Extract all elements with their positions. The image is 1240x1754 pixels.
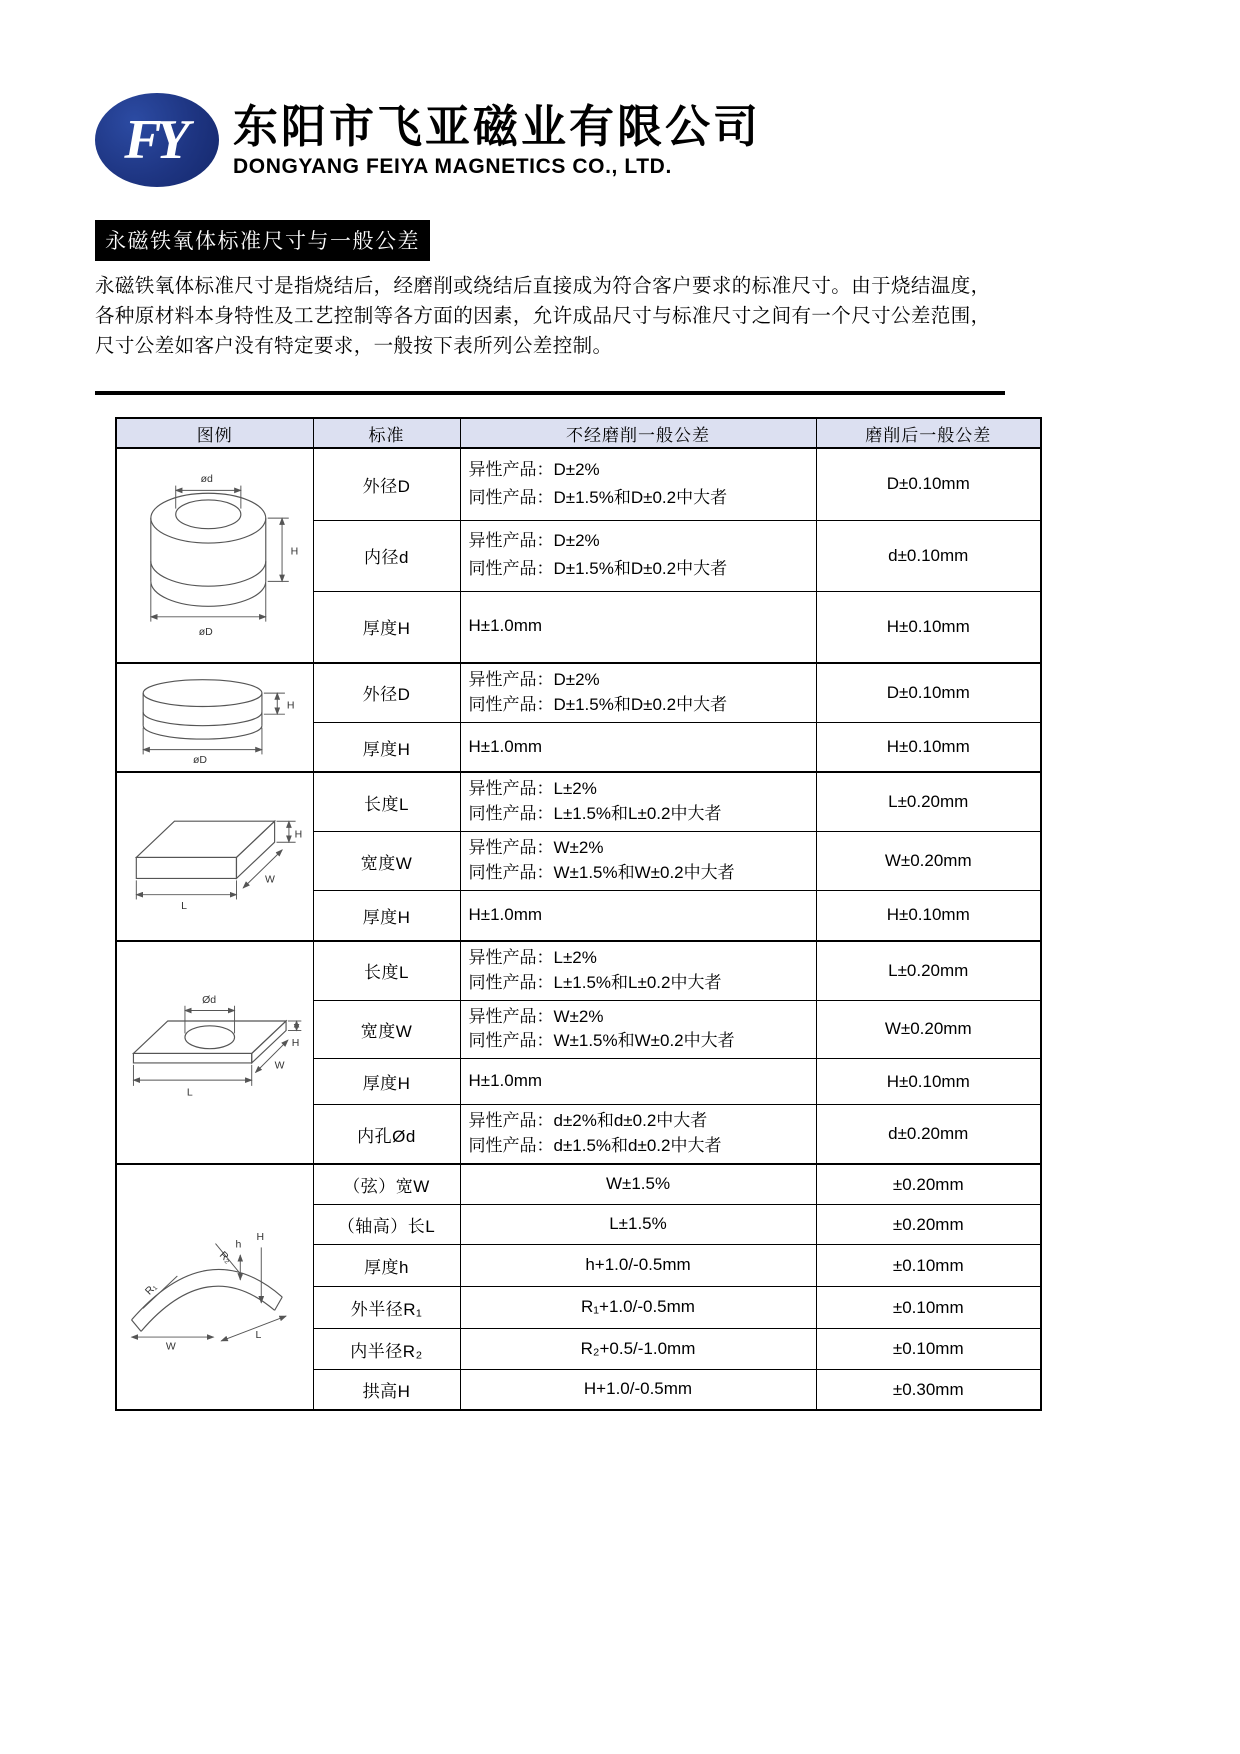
intro-line: 尺寸公差如客户没有特定要求，一般按下表所列公差控制。 [95,335,613,357]
ground-tolerance-cell: D±0.10mm [816,663,1041,722]
table-row [116,663,1041,722]
dim-label-length: L [186,1087,193,1099]
dim-label-width: W [274,1061,285,1073]
tolerance-line: 同性产品：L±1.5%和L±0.2中大者 [468,972,722,992]
unground-tolerance-cell [460,891,816,941]
standard-cell: 宽度W [313,1000,460,1059]
unground-tolerance-cell [460,1000,816,1059]
ground-tolerance-cell: ±0.20mm [816,1205,1041,1245]
table-row [116,448,1041,520]
arc-segment-magnet-diagram [116,1164,313,1410]
tolerance-line: 同性产品：D±1.5%和D±0.2中大者 [468,559,728,578]
ground-tolerance-cell: ±0.10mm [816,1329,1041,1370]
standard-cell: 外半径R₁ [313,1287,460,1329]
ground-tolerance-cell: d±0.10mm [816,520,1041,591]
company-name-en: DONGYANG FEIYA MAGNETICS CO., LTD. [233,155,672,179]
unground-tolerance-cell [460,520,816,591]
dim-label-height: H [290,545,299,558]
arc-segment-drawing [122,1221,308,1353]
tolerance-line: 同性产品：D±1.5%和D±0.2中大者 [468,487,728,507]
tolerance-line: 异性产品：d±2%和d±0.2中大者 [468,1111,708,1131]
column-header-diagram: 图例 [116,418,313,448]
section-title-badge: 永磁铁氧体标准尺寸与一般公差 [95,220,430,261]
standard-cell: 长度L [313,941,460,1000]
standard-cell: 厚度H [313,591,460,663]
block-magnet-drawing [122,801,308,913]
ground-tolerance-cell: L±0.20mm [816,772,1041,831]
tolerance-line: 异性产品：W±2% [468,838,604,858]
unground-tolerance-cell [460,1105,816,1164]
standard-cell: 厚度H [313,722,460,772]
ground-tolerance-cell: ±0.30mm [816,1370,1041,1410]
tolerance-line: 同性产品：W±1.5%和W±0.2中大者 [468,863,735,883]
column-header-ground-tolerance: 磨削后一般公差 [816,418,1041,448]
standard-cell: 厚度H [313,1059,460,1105]
unground-tolerance-cell [460,591,816,663]
standard-cell: 拱高H [313,1370,460,1410]
standard-cell: 宽度W [313,832,460,891]
tolerance-line: R₁+1.0/-0.5mm [581,1297,695,1317]
standard-cell: 厚度H [313,891,460,941]
tolerance-line: 异性产品：W±2% [468,1006,604,1026]
tolerance-line: H±1.0mm [468,616,543,636]
ground-tolerance-cell: ±0.20mm [816,1164,1041,1204]
tolerance-line: 异性产品：L±2% [468,779,597,799]
ground-tolerance-cell: ±0.10mm [816,1245,1041,1287]
unground-tolerance-cell [460,1245,816,1287]
column-header-unground-tolerance: 不经磨削一般公差 [460,418,816,448]
disc-magnet-drawing [124,670,306,766]
company-header [95,88,1145,192]
company-name-cn: 东阳市飞亚磁业有限公司 [233,100,762,152]
disc-magnet-diagram [116,663,313,772]
dim-label-chord-width: W [165,1341,176,1353]
dim-label-width: W [264,873,275,885]
tolerance-line: H±1.0mm [468,904,543,924]
table-row [116,772,1041,831]
tolerance-line: 同性产品：D±1.5%和D±0.2中大者 [468,694,728,714]
logo-monogram: FY [124,109,184,171]
intro-paragraph [95,271,1007,361]
tolerance-line: 异性产品：L±2% [468,947,597,967]
tolerance-line: R₂+0.5/-1.0mm [580,1338,696,1358]
ground-tolerance-cell: ±0.10mm [816,1287,1041,1329]
table-row [116,941,1041,1000]
ground-tolerance-cell: d±0.20mm [816,1105,1041,1164]
dim-label-length: L [180,900,187,912]
standard-cell: 外径D [313,448,460,520]
tolerance-line: W±1.5% [605,1174,671,1194]
dim-label-hole-diameter: Ød [201,995,216,1007]
ground-tolerance-cell: L±0.20mm [816,941,1041,1000]
ground-tolerance-cell: W±0.20mm [816,1000,1041,1059]
standard-cell: 外径D [313,663,460,722]
dim-label-height: H [294,828,302,840]
column-header-standard: 标准 [313,418,460,448]
tolerance-line: 同性产品：L±1.5%和L±0.2中大者 [468,804,722,824]
dim-label-axial-length: L [255,1330,262,1342]
tolerance-line: 异性产品：D±2% [468,531,600,551]
table-row [116,1164,1041,1204]
tolerance-line: H±1.0mm [468,1071,543,1091]
standard-cell: 内半径R₂ [313,1329,460,1370]
plate-with-hole-magnet-diagram [116,941,313,1165]
unground-tolerance-cell [460,722,816,772]
ground-tolerance-cell: H±0.10mm [816,591,1041,663]
unground-tolerance-cell [460,1164,816,1204]
dim-label-outer-diameter: øD [198,625,213,638]
unground-tolerance-cell [460,832,816,891]
horizontal-rule [95,391,1005,395]
standard-cell: 厚度h [313,1245,460,1287]
dim-label-height: H [291,1038,300,1050]
dim-label-inner-diameter: ød [200,472,213,485]
ground-tolerance-cell: H±0.10mm [816,1059,1041,1105]
tolerance-line: 同性产品：d±1.5%和d±0.2中大者 [468,1136,722,1156]
tolerance-line: h+1.0/-0.5mm [585,1255,691,1275]
unground-tolerance-cell [460,772,816,831]
tolerance-line: 异性产品：D±2% [468,670,600,689]
dim-label-thickness: h [235,1239,242,1251]
standard-cell: 内径d [313,520,460,591]
tolerance-line: 同性产品：W±1.5%和W±0.2中大者 [468,1031,735,1051]
ground-tolerance-cell: D±0.10mm [816,448,1041,520]
unground-tolerance-cell [460,448,816,520]
dim-label-arch-height: H [256,1231,264,1243]
tolerance-table [115,417,1042,1411]
intro-line: 各种原材料本身特性及工艺控制等各方面的因素，允许成品尺寸与标准尺寸之间有一个尺寸公差范围， [95,305,991,327]
dim-label-outer-diameter: øD [192,753,207,766]
standard-cell: 内孔Ød [313,1105,460,1164]
ground-tolerance-cell: H±0.10mm [816,891,1041,941]
standard-cell: （弦）宽W [313,1164,460,1204]
tolerance-line: L±1.5% [609,1214,667,1234]
block-magnet-diagram [116,772,313,940]
unground-tolerance-cell [460,663,816,722]
standard-cell: （轴高）长L [313,1205,460,1245]
ground-tolerance-cell: H±0.10mm [816,722,1041,772]
intro-line: 永磁铁氧体标准尺寸是指烧结后，经磨削或绕结后直接成为符合客户要求的标准尺寸。由于烧结温度， [95,275,991,297]
tolerance-line: H±1.0mm [468,736,543,756]
ring-magnet-diagram [116,448,313,663]
table-header-row [116,418,1041,448]
unground-tolerance-cell [460,1370,816,1410]
unground-tolerance-cell [460,1287,816,1329]
standard-cell: 长度L [313,772,460,831]
dim-label-height: H [286,699,295,712]
tolerance-line: H+1.0/-0.5mm [583,1379,693,1399]
plate-with-hole-drawing [122,991,308,1113]
tolerance-line: 异性产品：D±2% [468,459,600,479]
unground-tolerance-cell [460,941,816,1000]
dim-label-inner-radius: R₂ [216,1250,233,1267]
ground-tolerance-cell: W±0.20mm [816,832,1041,891]
company-logo-icon [95,93,219,187]
ring-magnet-drawing [124,461,306,651]
unground-tolerance-cell [460,1205,816,1245]
dim-label-outer-radius: R₁ [143,1281,159,1298]
unground-tolerance-cell [460,1329,816,1370]
unground-tolerance-cell [460,1059,816,1105]
